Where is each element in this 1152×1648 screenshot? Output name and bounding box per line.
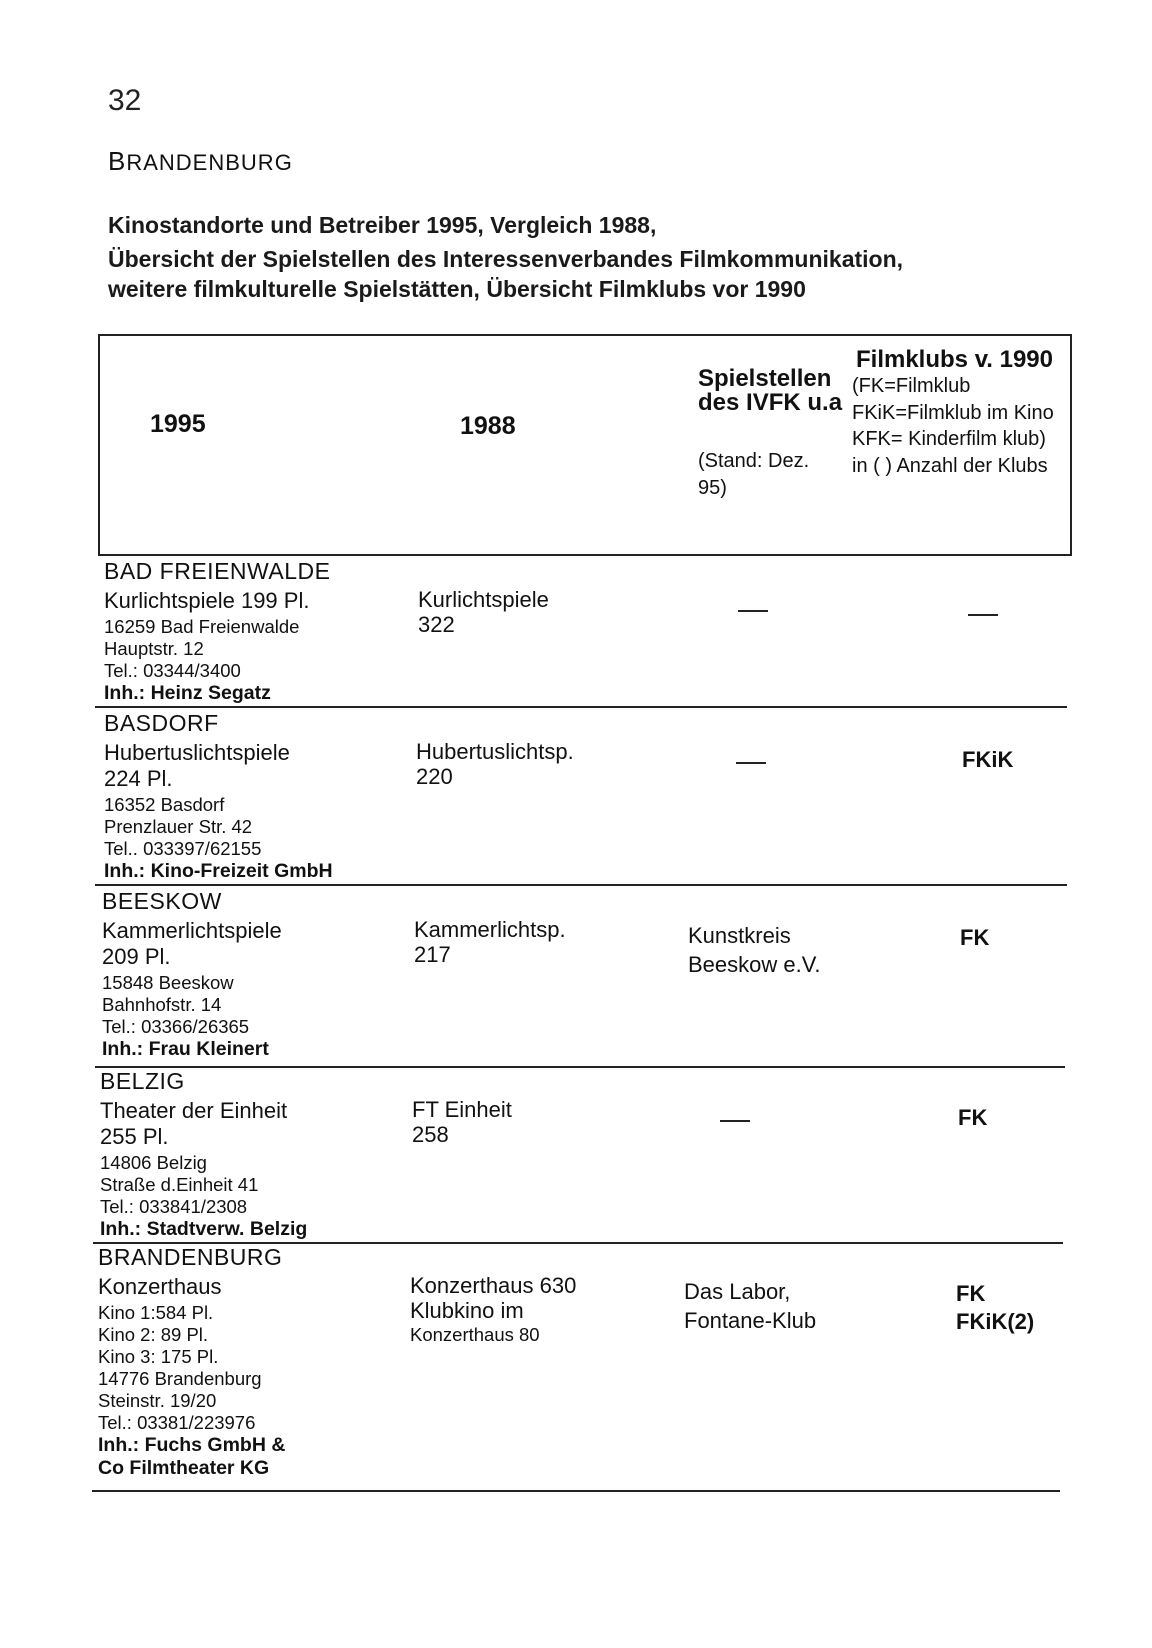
entry-owner: Inh.: Heinz Segatz [104, 682, 271, 704]
entry-cinema-name: 209 Pl. [102, 944, 171, 969]
entry-address-line: 16259 Bad Freienwalde [104, 616, 300, 637]
entry-cinema-name: Theater der Einheit [100, 1098, 288, 1123]
entry-1988-line: 220 [416, 764, 453, 789]
entry-ivfk-empty-dash [738, 610, 768, 612]
entry-club-line: FK [958, 1105, 988, 1130]
region-title-rest: RANDENBURG [126, 150, 293, 175]
entry-1988-line: FT Einheit [412, 1097, 512, 1122]
entry-owner: Inh.: Stadtverw. Belzig [100, 1218, 308, 1240]
entry-ivfk-empty-dash [720, 1120, 750, 1122]
entry-address-line: 16352 Basdorf [104, 794, 225, 815]
entry-1988-line: Klubkino im [410, 1298, 524, 1323]
headline-line-1: Kinostandorte und Betreiber 1995, Vergleich 1988, [108, 212, 657, 238]
headline-line-3: weitere filmkulturelle Spielstätten, Übersicht Filmklubs vor 1990 [108, 276, 806, 302]
entry-address-line: Tel.: 03366/26365 [102, 1016, 250, 1037]
entry-1988-line: 217 [414, 942, 451, 967]
header-col-1995: 1995 [150, 410, 206, 438]
entry-ivfk-line: Das Labor, [684, 1279, 791, 1304]
headline-line-2: Übersicht der Spielstellen des Interessenverbandes Filmkommunikation, [108, 246, 904, 272]
entry-cinema-name: Kurlichtspiele 199 Pl. [104, 588, 310, 613]
entry-divider [95, 706, 1067, 708]
entry-address-line: Kino 1:584 Pl. [98, 1302, 214, 1323]
entry-town: BEESKOW [102, 888, 222, 914]
entry-address-line: Kino 2: 89 Pl. [98, 1324, 209, 1345]
entry-ivfk-line: Kunstkreis [688, 923, 791, 948]
entry-address-line: Kino 3: 175 Pl. [98, 1346, 219, 1367]
region-title [108, 146, 293, 177]
entry-1988-line: 258 [412, 1122, 449, 1147]
header-col-filmklubs-note: (FK=Filmklub FKiK=Filmklub im Kino KFK= Kinderfilm klub) in ( ) Anzahl der Klubs [852, 375, 1054, 477]
entry-address-line: Bahnhofstr. 14 [102, 994, 222, 1015]
entry-address-line: Tel.. 033397/62155 [104, 838, 262, 859]
entry-1988-line: Konzerthaus 80 [410, 1324, 540, 1345]
entry-cinema-name: Kammerlichtspiele [102, 918, 282, 943]
entry-divider [95, 884, 1067, 886]
entry-address-line: 15848 Beeskow [102, 972, 234, 993]
entry-clubs-empty-dash [968, 614, 998, 616]
entry-club-line: FKiK(2) [956, 1309, 1035, 1334]
header-col-1988: 1988 [460, 412, 516, 440]
entry-1988-line: Hubertuslichtsp. [416, 739, 574, 764]
header-col-filmklubs-title: Filmklubs v. 1990 [856, 346, 1053, 373]
entry-ivfk-line: Beeskow e.V. [688, 952, 821, 977]
entry-club-line: FKiK [962, 747, 1014, 772]
entry-address-line: Tel.: 033841/2308 [100, 1196, 248, 1217]
entry-owner: Inh.: Fuchs GmbH & [98, 1434, 286, 1456]
entry-1988-line: Kurlichtspiele [418, 587, 549, 612]
entry-club-line: FK [960, 925, 990, 950]
entry-address-line: 14776 Brandenburg [98, 1368, 262, 1389]
region-title-initial: B [108, 146, 127, 176]
entry-cinema-name: Hubertuslichtspiele [104, 740, 290, 765]
entry-town: BAD FREIENWALDE [104, 558, 331, 584]
entry-divider [95, 1066, 1065, 1068]
entry-town: BELZIG [100, 1068, 185, 1094]
entry-ivfk-line: Fontane-Klub [684, 1308, 817, 1333]
entry-address-line: Tel.: 03381/223976 [98, 1412, 256, 1433]
entry-owner: Inh.: Frau Kleinert [102, 1038, 269, 1060]
entry-address-line: 14806 Belzig [100, 1152, 207, 1173]
entry-club-line: FK [956, 1281, 986, 1306]
entry-1988-line: 322 [418, 612, 455, 637]
entry-1988-line: Konzerthaus 630 [410, 1273, 577, 1298]
entry-town: BASDORF [104, 710, 219, 736]
entry-owner: Co Filmtheater KG [98, 1457, 270, 1479]
entry-address-line: Steinstr. 19/20 [98, 1390, 217, 1411]
entry-address-line: Straße d.Einheit 41 [100, 1174, 259, 1195]
entry-cinema-name: 224 Pl. [104, 766, 173, 791]
entry-cinema-name: Konzerthaus [98, 1274, 222, 1299]
entry-cinema-name: 255 Pl. [100, 1124, 169, 1149]
entry-address-line: Prenzlauer Str. 42 [104, 816, 253, 837]
entry-1988-line: Kammerlichtsp. [414, 917, 566, 942]
entry-divider [92, 1490, 1060, 1492]
entry-address-line: Tel.: 03344/3400 [104, 660, 241, 681]
header-col-ivfk-title: Spielstellen des IVFK u.a [698, 365, 843, 416]
entry-address-line: Hauptstr. 12 [104, 638, 204, 659]
entry-town: BRANDENBURG [98, 1244, 283, 1270]
header-col-ivfk-note: (Stand: Dez. 95) [698, 450, 810, 499]
entry-ivfk-empty-dash [736, 762, 766, 764]
page-number: 32 [108, 84, 142, 117]
entry-owner: Inh.: Kino-Freizeit GmbH [104, 860, 333, 882]
